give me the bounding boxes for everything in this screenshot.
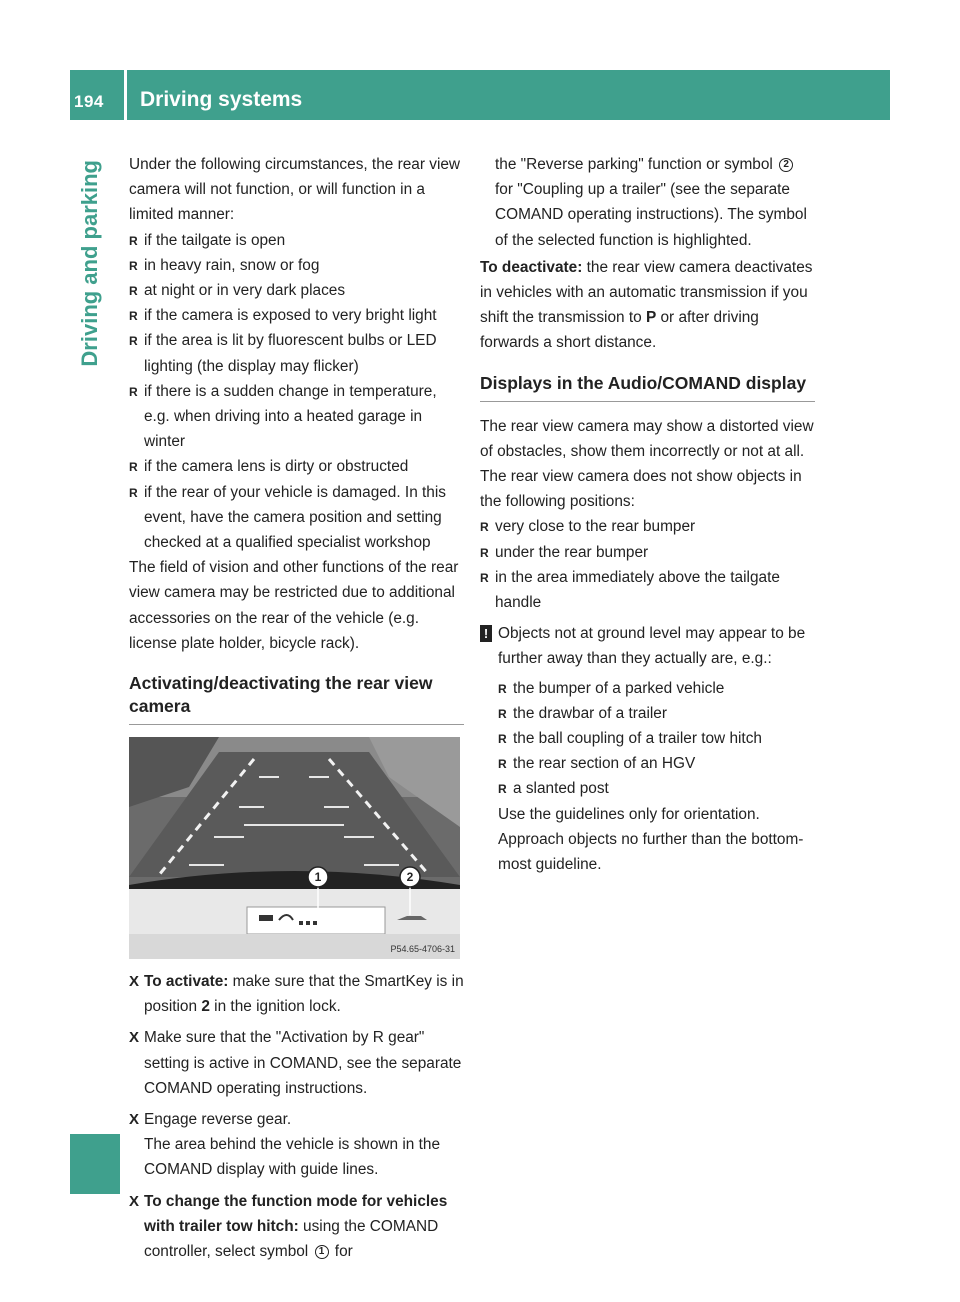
left-column [129, 152, 464, 1264]
list-item: R the bumper of a parked vehicle [498, 676, 815, 701]
list-item: R if the tailgate is open [129, 228, 464, 253]
image-caption: P54.65-4706-31 [390, 944, 455, 955]
warning-block [480, 621, 815, 877]
list-item: R the rear section of an HGV [498, 751, 815, 776]
warning-text: Objects not at ground level may appear to be further away than they actually are, e.g.: [498, 625, 806, 668]
list-item: R under the rear bumper [480, 540, 815, 565]
list-item: R the drawbar of a trailer [498, 701, 815, 726]
field-of-vision-paragraph: The field of vision and other functions of the rear view camera may be restricted due to additional accessories on the rear of the vehicle (e.g. license plate holder, bicycle rack). [129, 559, 459, 652]
list-item: R if the camera lens is dirty or obstructed [129, 454, 464, 479]
page-number: 194 [74, 92, 104, 111]
list-item: R the ball coupling of a trailer tow hitch [498, 726, 815, 751]
header-divider [124, 70, 127, 120]
list-item: R a slanted post [498, 776, 815, 801]
list-item: R if the area is lit by fluorescent bulbs or LED lighting (the display may flicker) [129, 328, 464, 378]
svg-text:2: 2 [406, 870, 414, 885]
examples-list [498, 676, 815, 802]
positions-list [480, 514, 815, 615]
list-item: R if there is a sudden change in temperature, e.g. when driving into a heated garage in winter [129, 379, 464, 455]
camera-illustration [129, 737, 460, 959]
section-heading: Activating/deactivating the rear view camera [129, 672, 464, 725]
continuation-paragraph: the "Reverse parking" function or symbol 2 for "Coupling up a trailer" (see the separate COMAND operating instructions). The symbol of the selected function is highlighted. [495, 156, 807, 249]
list-item: R very close to the rear bumper [480, 514, 815, 539]
list-item: R in the area immediately above the tailgate handle [480, 565, 815, 615]
section-marker [70, 1134, 120, 1194]
section-heading: Displays in the Audio/COMAND display [480, 372, 815, 402]
intro-paragraph: Under the following circumstances, the rear view camera will not function, or will function in a limited manner: [129, 156, 461, 224]
list-item: R at night or in very dark places [129, 278, 464, 303]
warning-icon: ! [480, 625, 492, 642]
list-item: R if the rear of your vehicle is damaged. In this event, have the camera position and setting checked at a qualified specialist workshop [129, 480, 464, 556]
svg-text:1: 1 [314, 870, 322, 885]
page-title: Driving systems [140, 88, 303, 111]
activation-steps [129, 969, 464, 1264]
callout-2-icon: 2 [779, 158, 793, 172]
displays-intro: The rear view camera may show a distorted view of obstacles, show them incorrectly or not at all. The rear view camera does not show objects in the following positions: [480, 417, 814, 511]
list-item: R if the camera is exposed to very bright light [129, 303, 464, 328]
deactivate-paragraph: To deactivate: the rear view camera deactivates in vehicles with an automatic transmission if you shift the transmission to P or after driving forwards a short distance. [480, 258, 813, 352]
camera-display-image [129, 737, 460, 959]
step-item: X Engage reverse gear. The area behind the vehicle is shown in the COMAND display with guide lines. [129, 1107, 464, 1183]
section-tab-label: Driving and parking [77, 160, 102, 367]
right-column [480, 152, 815, 877]
list-item: R in heavy rain, snow or fog [129, 253, 464, 278]
callout-1-icon: 1 [315, 1245, 329, 1259]
step-item: X To change the function mode for vehicles with trailer tow hitch: using the COMAND controller, select symbol 1 for [129, 1189, 464, 1265]
conditions-list [129, 228, 464, 556]
step-item: X Make sure that the "Activation by R gear" setting is active in COMAND, see the separate COMAND operating instructions. [129, 1025, 464, 1101]
step-item: X To activate: make sure that the SmartKey is in position 2 in the ignition lock. [129, 969, 464, 1019]
closing-paragraph: Use the guidelines only for orientation. Approach objects no further than the bottom-most guideline. [498, 805, 804, 874]
